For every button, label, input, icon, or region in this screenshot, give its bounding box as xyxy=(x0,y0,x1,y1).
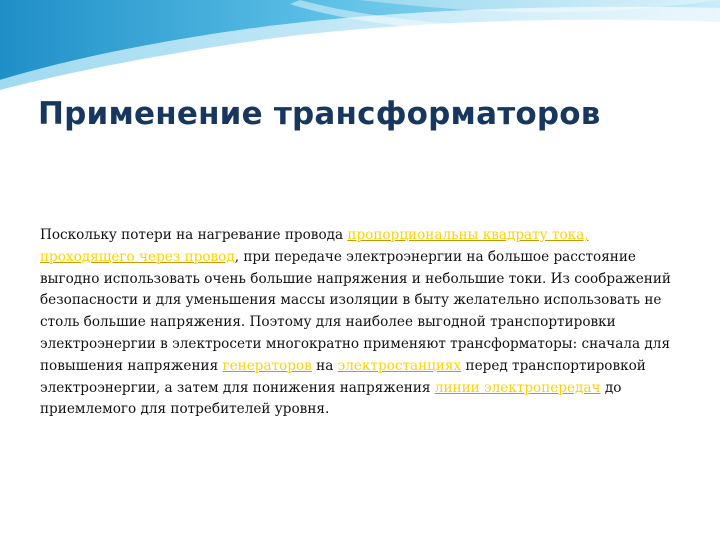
header-wave-decoration xyxy=(0,0,720,90)
body-text-segment: до приемлемого для потребителей уровня. xyxy=(40,379,622,418)
link-power-lines[interactable]: линии электропередач xyxy=(434,379,601,396)
slide-body-text xyxy=(40,225,680,421)
body-text-segment: на xyxy=(311,357,338,374)
body-text-segment: , при передаче электроэнергии на большое расстояние выгодно использовать очень большие напряжения и небольшие токи. Из соображений безопасности и для уменьшения массы изоляции в быту желательно использовать не столь большие напряжения. Поэтому для наиболее выгодной транспортировки электроэнергии в электросети многократно применяют трансформаторы: сначала для повышения напряжения xyxy=(40,248,671,374)
body-text-segment: Поскольку потери на нагревание провода xyxy=(40,227,348,243)
link-proportional-to-current-squared[interactable]: пропорциональны квадрату тока, проходящего через провод xyxy=(40,227,589,265)
slide-title: Применение трансформаторов xyxy=(38,96,601,132)
body-text-segment: перед транспортировкой электроэнергии, а затем для понижения напряжения xyxy=(40,357,646,396)
link-generators[interactable]: генераторов xyxy=(222,357,312,374)
link-power-stations[interactable]: электростанциях xyxy=(337,357,462,374)
